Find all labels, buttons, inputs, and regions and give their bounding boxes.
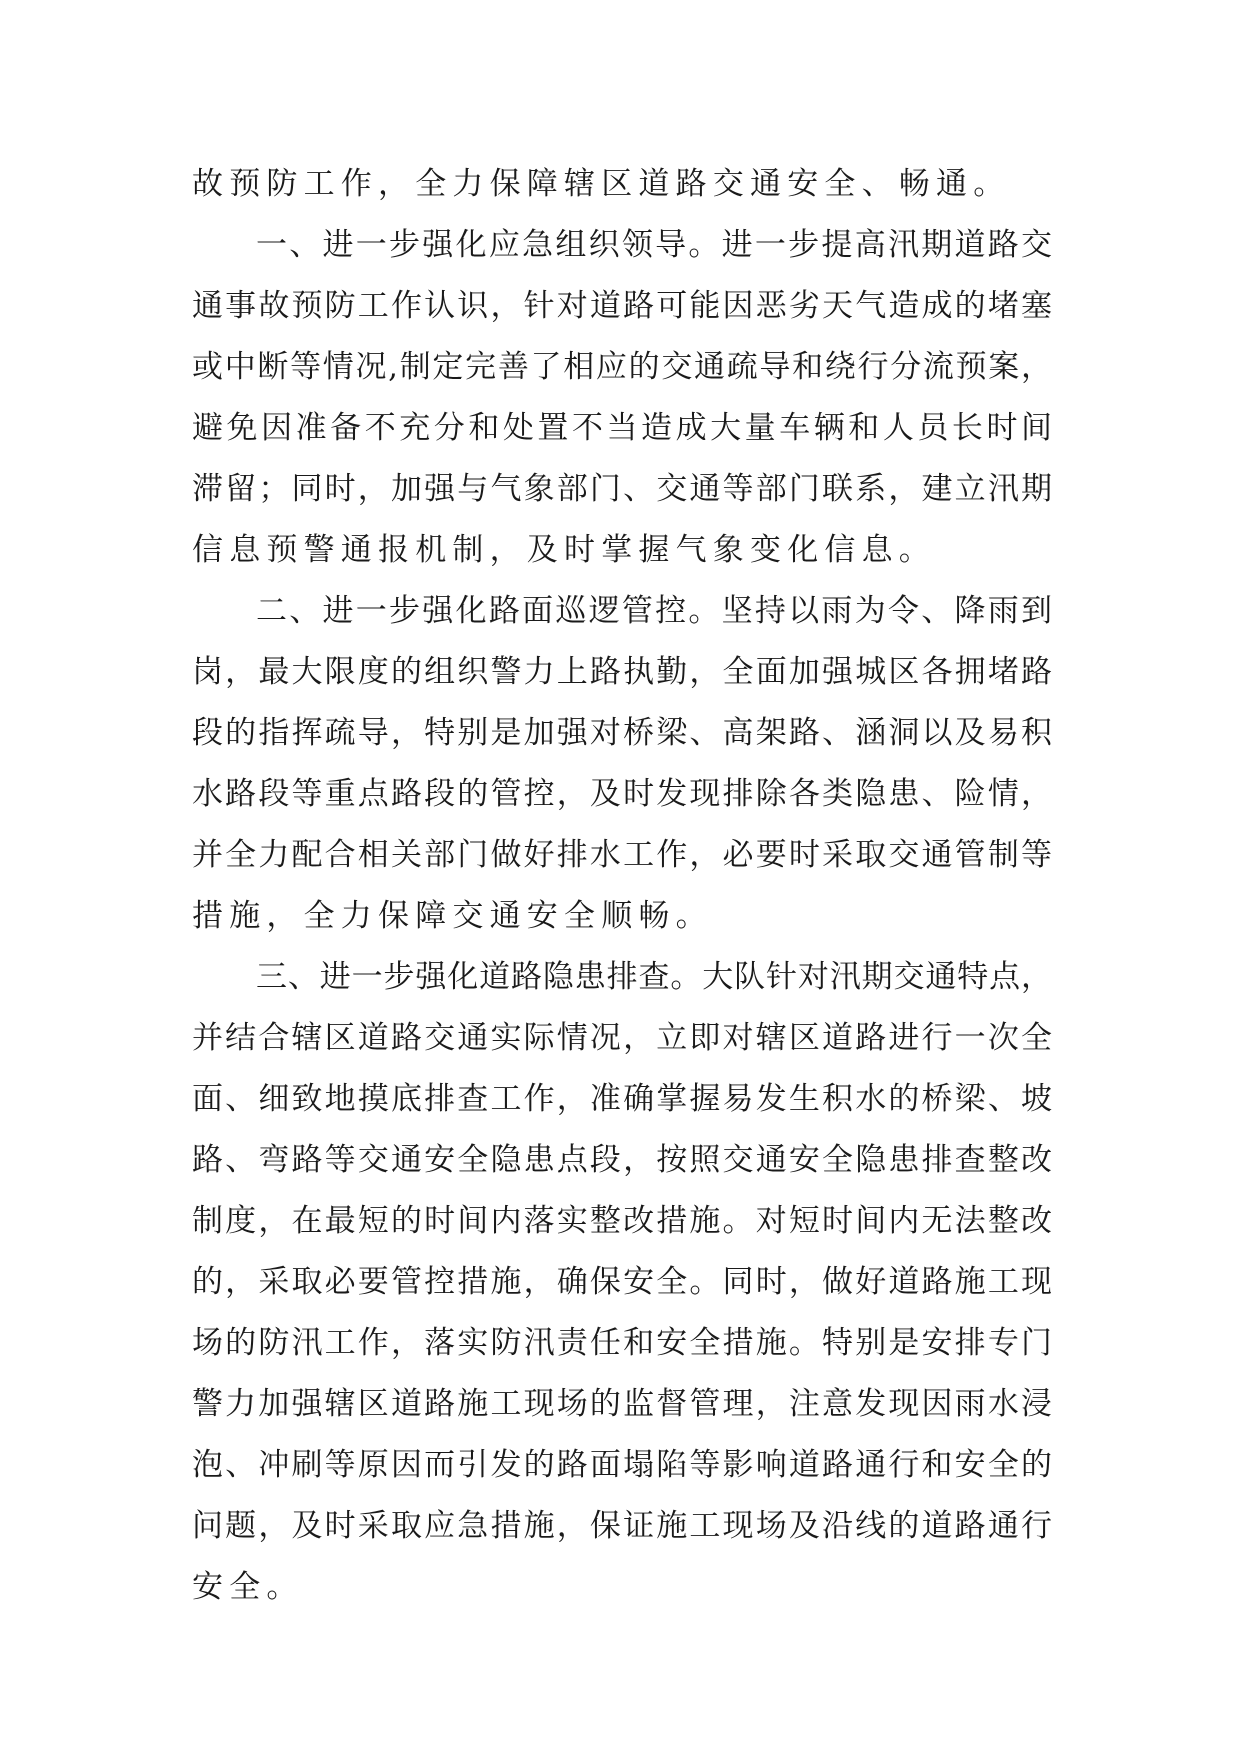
text-line: 警力加强辖区道路施工现场的监督管理，注意发现因雨水浸 xyxy=(192,1386,1052,1422)
text-line: 三、进一步强化道路隐患排查。大队针对汛期交通特点， xyxy=(256,959,1052,995)
text-line: 措施，全力保障交通安全顺畅。 xyxy=(192,898,713,934)
text-line: 信息预警通报机制，及时掌握气象变化信息。 xyxy=(192,532,936,568)
text-line: 并结合辖区道路交通实际情况，立即对辖区道路进行一次全 xyxy=(192,1020,1052,1056)
text-line: 安全。 xyxy=(192,1569,304,1605)
text-line: 岗，最大限度的组织警力上路执勤，全面加强城区各拥堵路 xyxy=(192,654,1052,690)
text-line: 通事故预防工作认识，针对道路可能因恶劣天气造成的堵塞 xyxy=(192,288,1052,324)
text-line: 一、进一步强化应急组织领导。进一步提高汛期道路交 xyxy=(256,227,1052,263)
text-line: 或中断等情况,制定完善了相应的交通疏导和绕行分流预案， xyxy=(192,349,1052,385)
text-line: 二、进一步强化路面巡逻管控。坚持以雨为令、降雨到 xyxy=(256,593,1052,629)
body-text xyxy=(192,154,1052,1618)
text-line: 场的防汛工作，落实防汛责任和安全措施。特别是安排专门 xyxy=(192,1325,1052,1361)
text-line: 面、细致地摸底排查工作，准确掌握易发生积水的桥梁、坡 xyxy=(192,1081,1052,1117)
text-line: 段的指挥疏导，特别是加强对桥梁、高架路、涵洞以及易积 xyxy=(192,715,1052,751)
text-line: 泡、冲刷等原因而引发的路面塌陷等影响道路通行和安全的 xyxy=(192,1447,1052,1483)
text-line: 问题，及时采取应急措施，保证施工现场及沿线的道路通行 xyxy=(192,1508,1052,1544)
text-line: 滞留；同时，加强与气象部门、交通等部门联系，建立汛期 xyxy=(192,471,1052,507)
text-line: 避免因准备不充分和处置不当造成大量车辆和人员长时间 xyxy=(192,410,1052,446)
text-line: 制度，在最短的时间内落实整改措施。对短时间内无法整改 xyxy=(192,1203,1052,1239)
text-line: 并全力配合相关部门做好排水工作，必要时采取交通管制等 xyxy=(192,837,1052,873)
text-line: 的，采取必要管控措施，确保安全。同时，做好道路施工现 xyxy=(192,1264,1052,1300)
text-line: 故预防工作，全力保障辖区道路交通安全、畅通。 xyxy=(192,166,1011,202)
text-line: 水路段等重点路段的管控，及时发现排除各类隐患、险情， xyxy=(192,776,1052,812)
text-line: 路、弯路等交通安全隐患点段，按照交通安全隐患排查整改 xyxy=(192,1142,1052,1178)
